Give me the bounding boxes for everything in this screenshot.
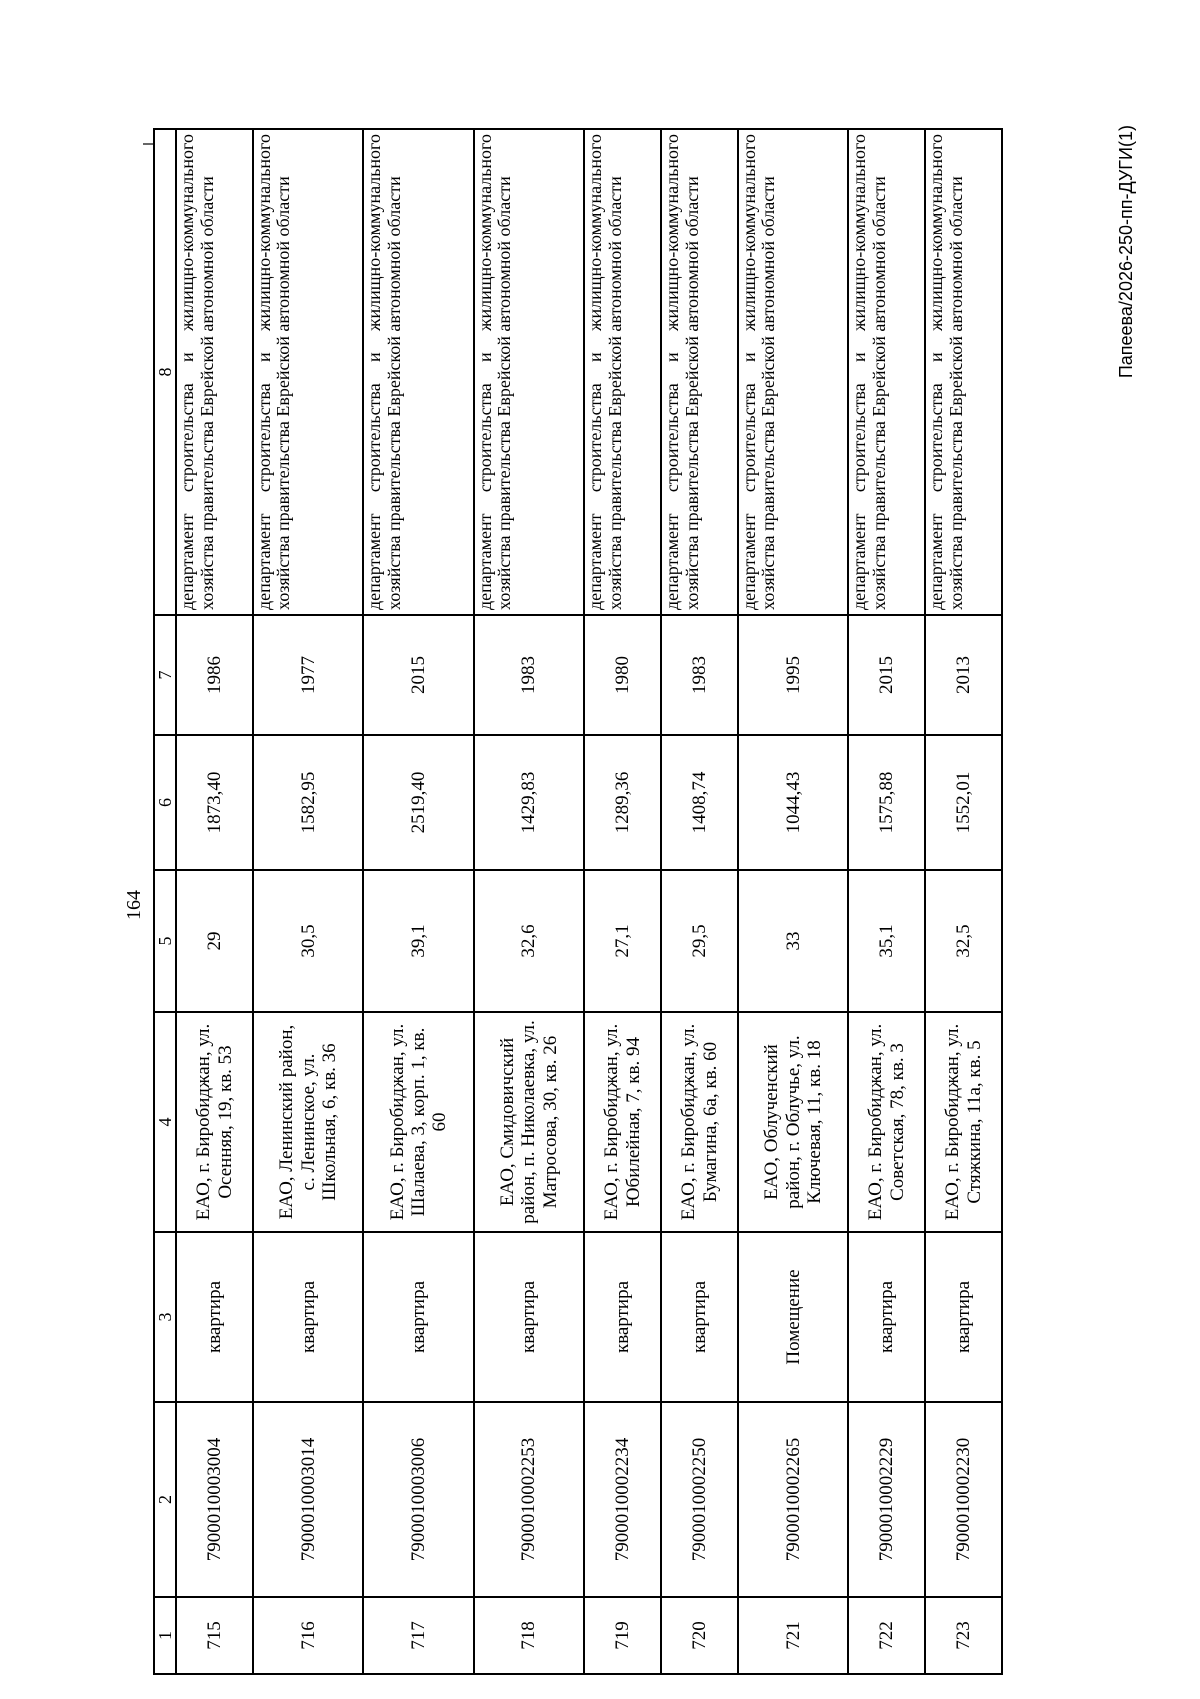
book-value-cell: 1873,40: [176, 735, 253, 870]
column-number: 3: [154, 1232, 176, 1402]
column-number: 1: [154, 1597, 176, 1674]
area-cell: 33: [738, 870, 848, 1012]
object-type-cell: квартира: [176, 1232, 253, 1402]
table-row: [363, 129, 473, 1674]
row-number-cell: 718: [474, 1597, 584, 1674]
column-number: 2: [154, 1402, 176, 1597]
area-cell: 35,1: [848, 870, 925, 1012]
property-register-table: [153, 128, 1003, 1675]
row-number-cell: 717: [363, 1597, 473, 1674]
cadastral-code-cell: 7900010002265: [738, 1402, 848, 1597]
book-value-cell: 1408,74: [661, 735, 738, 870]
holder-cell: департамент строительства и жилищно-коммунального хозяйства правительства Еврейской автономной области: [925, 129, 1002, 615]
page-number: 164: [123, 890, 145, 920]
row-number-cell: 723: [925, 1597, 1002, 1674]
address-cell: ЕАО, г. Биробиджан, ул. Юбилейная, 7, кв. 94: [584, 1012, 661, 1232]
year-cell: 1980: [584, 615, 661, 735]
year-cell: 2015: [363, 615, 473, 735]
cadastral-code-cell: 7900010002253: [474, 1402, 584, 1597]
column-number: 4: [154, 1012, 176, 1232]
book-value-cell: 1289,36: [584, 735, 661, 870]
book-value-cell: 1429,83: [474, 735, 584, 870]
year-cell: 1977: [253, 615, 363, 735]
year-cell: 1983: [474, 615, 584, 735]
object-type-cell: квартира: [253, 1232, 363, 1402]
area-cell: 39,1: [363, 870, 473, 1012]
holder-cell: департамент строительства и жилищно-коммунального хозяйства правительства Еврейской автономной области: [474, 129, 584, 615]
cadastral-code-cell: 7900010003004: [176, 1402, 253, 1597]
area-cell: 32,5: [925, 870, 1002, 1012]
area-cell: 32,6: [474, 870, 584, 1012]
row-number-cell: 722: [848, 1597, 925, 1674]
book-value-cell: 1044,43: [738, 735, 848, 870]
document-stamp: Папеева/2026-250-пп-ДУГИ(1): [1116, 125, 1136, 379]
address-cell: ЕАО, Облученский район, г. Облучье, ул. Ключевая, 11, кв. 18: [738, 1012, 848, 1232]
object-type-cell: квартира: [474, 1232, 584, 1402]
column-number: 6: [154, 735, 176, 870]
object-type-cell: квартира: [363, 1232, 473, 1402]
cadastral-code-cell: 7900010002229: [848, 1402, 925, 1597]
object-type-cell: Помещение: [738, 1232, 848, 1402]
object-type-cell: квартира: [584, 1232, 661, 1402]
area-cell: 27,1: [584, 870, 661, 1012]
holder-cell: департамент строительства и жилищно-коммунального хозяйства правительства Еврейской автономной области: [253, 129, 363, 615]
book-value-cell: 1582,95: [253, 735, 363, 870]
object-type-cell: квартира: [848, 1232, 925, 1402]
holder-cell: департамент строительства и жилищно-коммунального хозяйства правительства Еврейской автономной области: [176, 129, 253, 615]
row-number-cell: 719: [584, 1597, 661, 1674]
book-value-cell: 1552,01: [925, 735, 1002, 870]
row-number-cell: 721: [738, 1597, 848, 1674]
year-cell: 2015: [848, 615, 925, 735]
column-number-row: [154, 129, 176, 1674]
cadastral-code-cell: 7900010003006: [363, 1402, 473, 1597]
cadastral-code-cell: 7900010002230: [925, 1402, 1002, 1597]
area-cell: 30,5: [253, 870, 363, 1012]
holder-cell: департамент строительства и жилищно-коммунального хозяйства правительства Еврейской автономной области: [363, 129, 473, 615]
area-cell: 29,5: [661, 870, 738, 1012]
column-number: 8: [154, 129, 176, 615]
table-row: [584, 129, 661, 1674]
row-number-cell: 715: [176, 1597, 253, 1674]
address-cell: ЕАО, г. Биробиджан, ул. Осенняя, 19, кв. 53: [176, 1012, 253, 1232]
year-cell: 1986: [176, 615, 253, 735]
row-number-cell: 716: [253, 1597, 363, 1674]
holder-cell: департамент строительства и жилищно-коммунального хозяйства правительства Еврейской автономной области: [848, 129, 925, 615]
table-row: [738, 129, 848, 1674]
column-number: 5: [154, 870, 176, 1012]
book-value-cell: 1575,88: [848, 735, 925, 870]
table-row: [848, 129, 925, 1674]
year-cell: 1983: [661, 615, 738, 735]
row-number-cell: 720: [661, 1597, 738, 1674]
rotated-page: [105, 115, 1136, 1695]
cadastral-code-cell: 7900010002234: [584, 1402, 661, 1597]
cadastral-code-cell: 7900010002250: [661, 1402, 738, 1597]
holder-cell: департамент строительства и жилищно-коммунального хозяйства правительства Еврейской автономной области: [738, 129, 848, 615]
book-value-cell: 2519,40: [363, 735, 473, 870]
year-cell: 2013: [925, 615, 1002, 735]
area-cell: 29: [176, 870, 253, 1012]
holder-cell: департамент строительства и жилищно-коммунального хозяйства правительства Еврейской автономной области: [661, 129, 738, 615]
table-row: [253, 129, 363, 1674]
column-number: 7: [154, 615, 176, 735]
address-cell: ЕАО, г. Биробиджан, ул. Советская, 78, кв. 3: [848, 1012, 925, 1232]
address-cell: ЕАО, г. Биробиджан, ул. Шалаева, 3, корп. 1, кв. 60: [363, 1012, 473, 1232]
table-row: [925, 129, 1002, 1674]
table-row: [474, 129, 584, 1674]
table-row: [661, 129, 738, 1674]
table-row: [176, 129, 253, 1674]
year-cell: 1995: [738, 615, 848, 735]
object-type-cell: квартира: [925, 1232, 1002, 1402]
address-cell: ЕАО, Ленинский район, с. Ленинское, ул. Школьная, 6, кв. 36: [253, 1012, 363, 1232]
address-cell: ЕАО, Смидовичский район, п. Николаевка, ул. Матросова, 30, кв. 26: [474, 1012, 584, 1232]
holder-cell: департамент строительства и жилищно-коммунального хозяйства правительства Еврейской автономной области: [584, 129, 661, 615]
object-type-cell: квартира: [661, 1232, 738, 1402]
cadastral-code-cell: 7900010003014: [253, 1402, 363, 1597]
address-cell: ЕАО, г. Биробиджан, ул. Стяжкина, 11а, кв. 5: [925, 1012, 1002, 1232]
address-cell: ЕАО, г. Биробиджан, ул. Бумагина, 6а, кв. 60: [661, 1012, 738, 1232]
